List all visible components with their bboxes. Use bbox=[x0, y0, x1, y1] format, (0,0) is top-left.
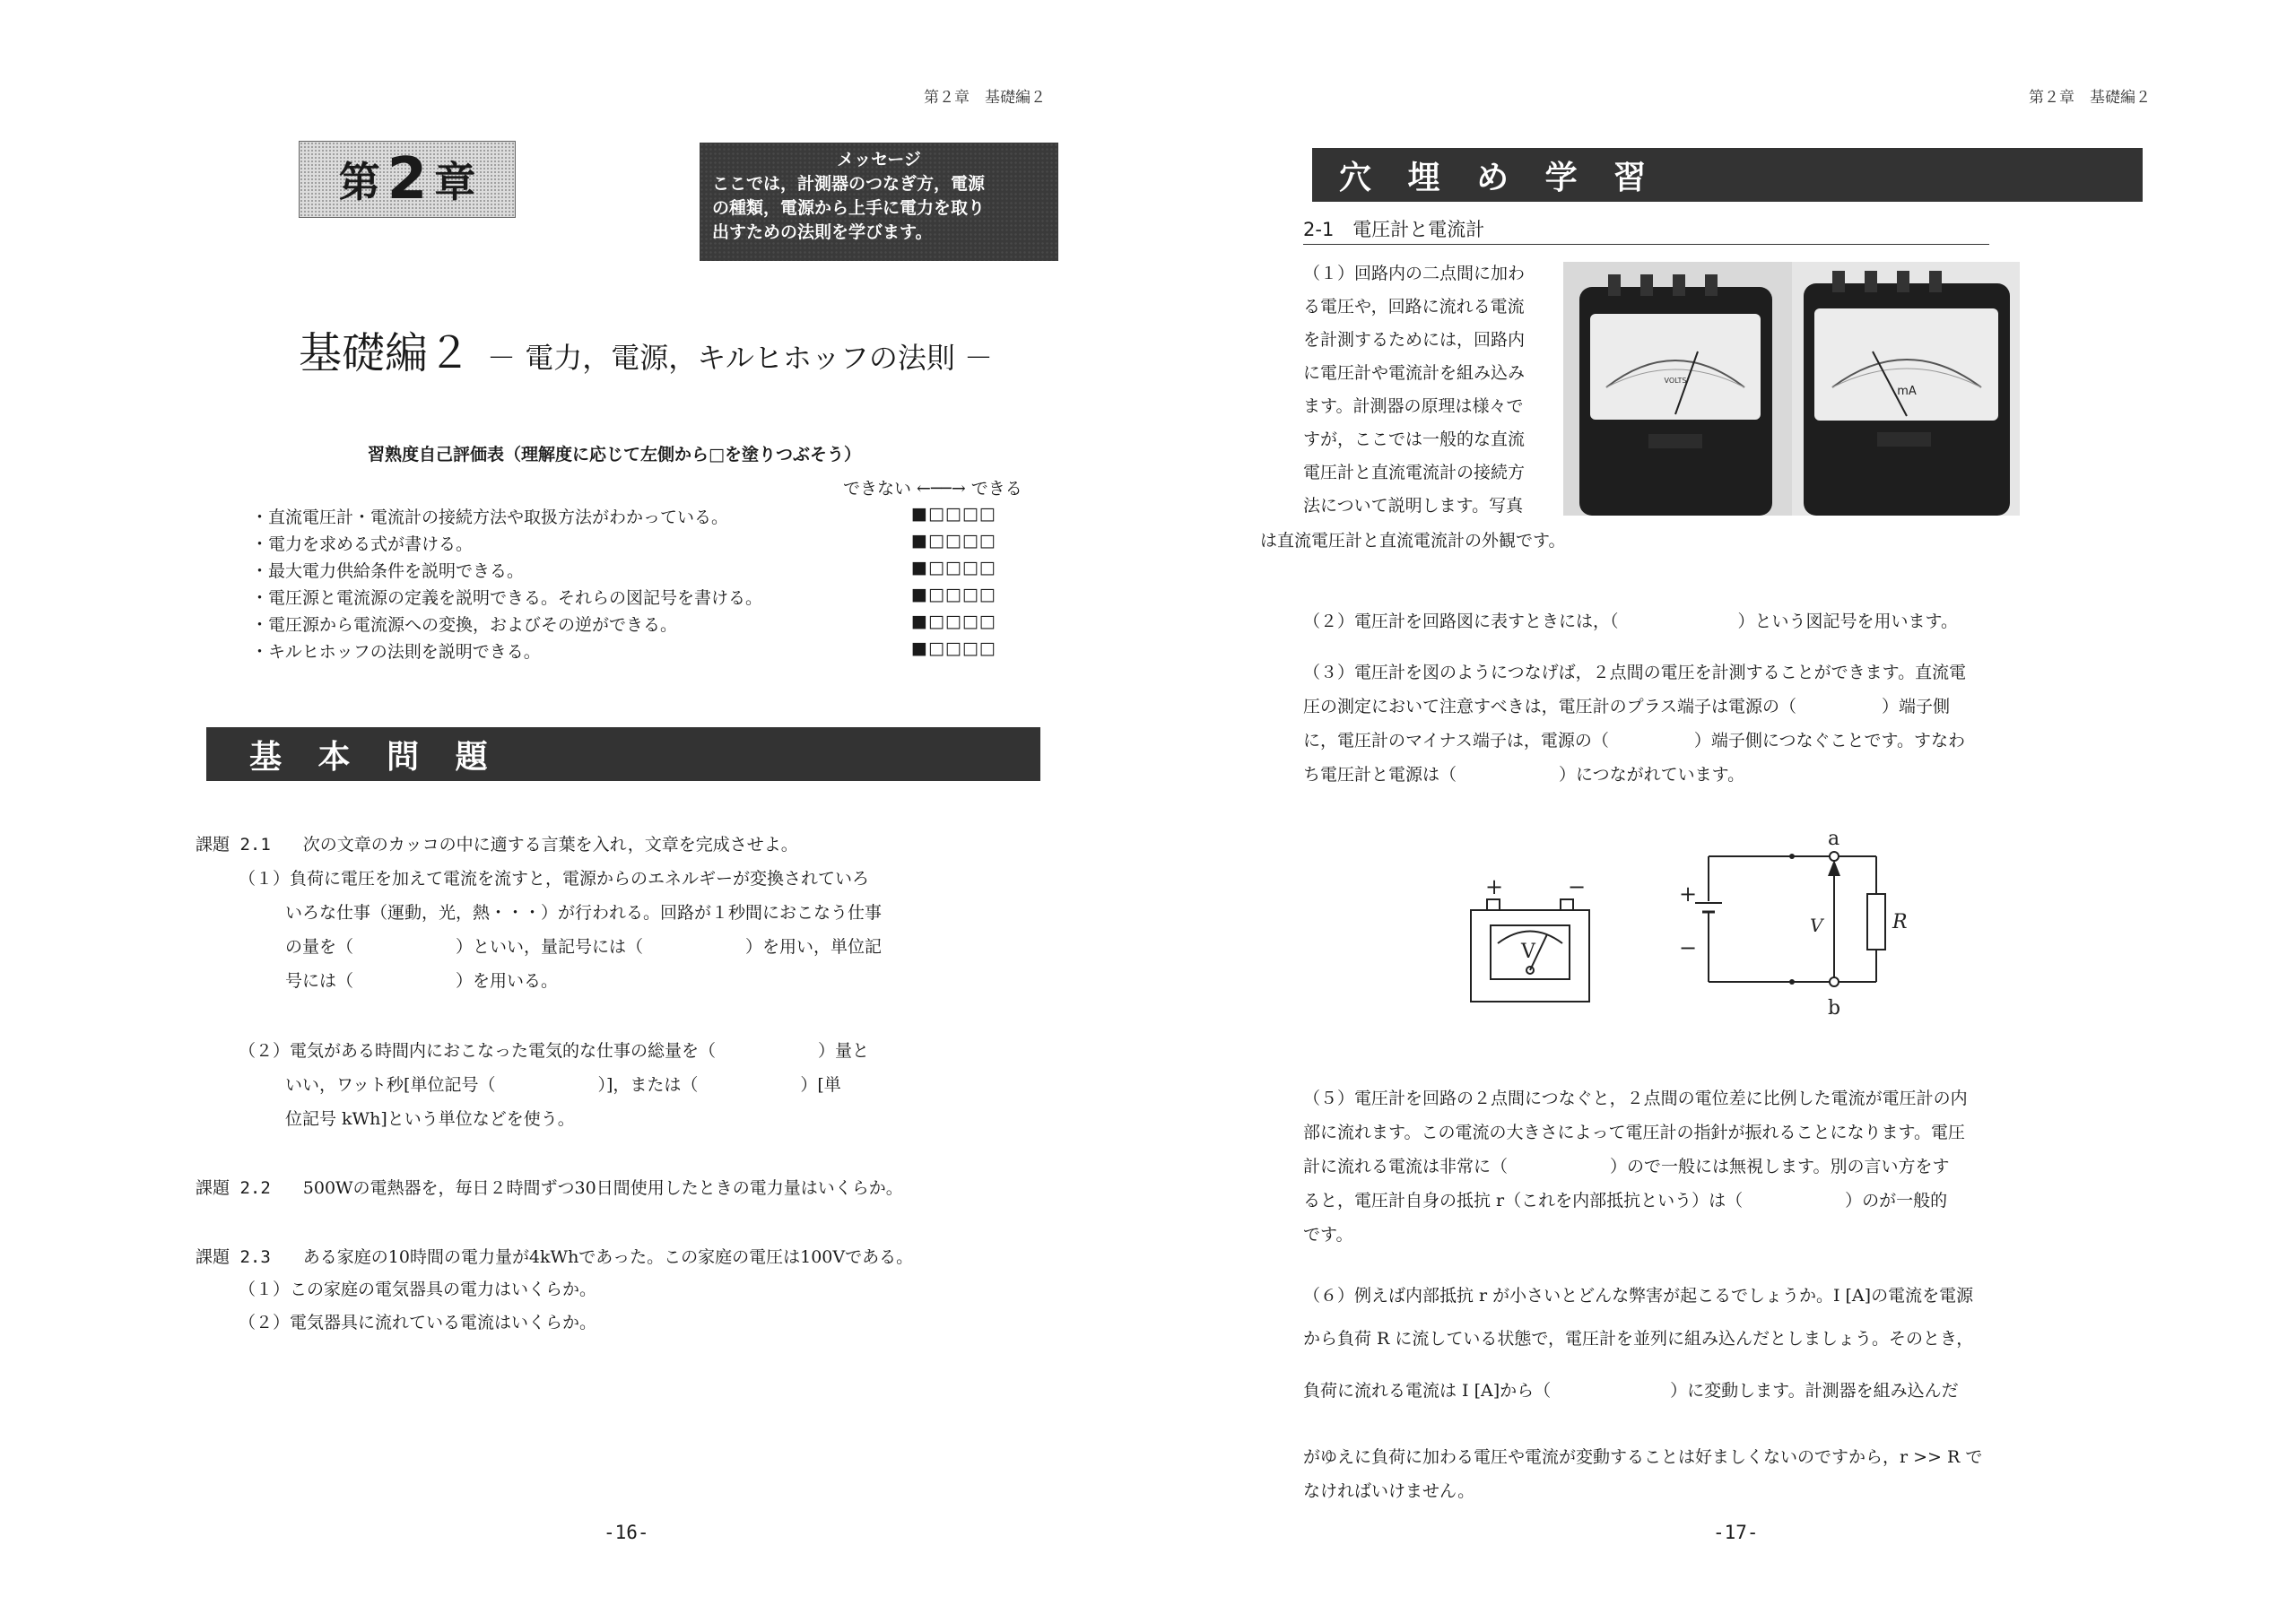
problem-2-3 bbox=[196, 1244, 913, 1268]
problem-line: 号には（ ）を用いる。 bbox=[285, 971, 559, 991]
problem-text: 次の文章のカッコの中に適する言葉を入れ，文章を完成させよ。 bbox=[302, 835, 798, 855]
evaluation-checkboxes[interactable]: ■□□□□ bbox=[911, 558, 996, 577]
paragraph-line: （２）電圧計を回路図に表すときには，（ ）という図記号を用います。 bbox=[1303, 612, 1958, 631]
problem-label: 課題 2.1 bbox=[196, 835, 271, 855]
message-line: の種類，電源から上手に電力を取り bbox=[712, 198, 986, 218]
voltmeter-circuit-diagram bbox=[1435, 829, 1937, 1031]
problem-line: （２）電気がある時間内におこなった電気的な仕事の総量を（ ）量と bbox=[239, 1041, 870, 1061]
message-box bbox=[700, 143, 1058, 261]
paragraph-line: （６）例えば内部抵抗 r が小さいとどんな弊害が起こるでしょうか。I [A]の電流を電源 bbox=[1303, 1286, 1974, 1306]
paragraph-line: に，電圧計のマイナス端子は，電源の（ ）端子側につなぐことです。すなわ bbox=[1303, 731, 1965, 751]
meter-ma-label: mA bbox=[1897, 385, 1917, 398]
voltmeter-minus-label: − bbox=[1568, 874, 1587, 899]
message-line: ここでは，計測器のつなぎ方，電源 bbox=[712, 174, 986, 194]
problem-label: 課題 2.3 bbox=[196, 1247, 271, 1267]
paragraph-line: 法について説明します。写真 bbox=[1303, 496, 1524, 516]
paragraph-line: 電圧計と直流電流計の接続方 bbox=[1303, 463, 1526, 482]
chapter-badge bbox=[299, 141, 516, 218]
running-header-right: 第２章 基礎編２ bbox=[2029, 89, 2151, 107]
resistor-symbol bbox=[1867, 894, 1885, 950]
chapter-pre: 第 bbox=[338, 158, 380, 206]
evaluation-item: ・最大電力供給条件を説明できる。 bbox=[251, 561, 525, 581]
meter-volts-label: VOLTS bbox=[1664, 377, 1687, 385]
evaluation-checkboxes[interactable]: ■□□□□ bbox=[911, 638, 996, 658]
node-b-label: b bbox=[1828, 997, 1841, 1020]
voltmeter-v-label: V bbox=[1521, 941, 1535, 963]
paragraph-line: ると，電圧計自身の抵抗 r（これを内部抵抗という）は（ ）のが一般的 bbox=[1303, 1191, 1948, 1211]
evaluation-checkboxes[interactable]: ■□□□□ bbox=[911, 504, 996, 524]
problem-line: の量を（ ）といい，量記号には（ ）を用い，単位記 bbox=[285, 937, 883, 957]
paragraph-line: すが，ここでは一般的な直流 bbox=[1303, 430, 1526, 449]
voltmeter-plus-label: + bbox=[1485, 874, 1504, 899]
problem-text: ある家庭の10時間の電力量が4kWhであった。この家庭の電圧は100Vである。 bbox=[302, 1247, 914, 1267]
paragraph-line: に電圧計や電流計を組み込み bbox=[1303, 363, 1526, 383]
evaluation-item: ・電圧源から電流源への変換，およびその逆ができる。 bbox=[251, 615, 678, 635]
paragraph-line: は直流電圧計と直流電流計の外観です。 bbox=[1260, 531, 1566, 551]
problem-line: いい，ワット秒[単位記号（ ）]，または（ ）[単 bbox=[285, 1075, 841, 1095]
problem-2-2 bbox=[196, 1175, 903, 1199]
problem-2-1 bbox=[196, 831, 798, 855]
voltage-v-label: V bbox=[1810, 915, 1823, 936]
problem-line: （１）負荷に電圧を加えて電流を流すと，電源からのエネルギーが変換されていろ bbox=[239, 869, 870, 889]
problem-line: （２）電気器具に流れている電流はいくらか。 bbox=[239, 1313, 597, 1332]
page-number-left: -16- bbox=[604, 1522, 649, 1543]
evaluation-checkboxes[interactable]: ■□□□□ bbox=[911, 612, 996, 631]
paragraph-line: です。 bbox=[1303, 1225, 1353, 1245]
section-header-basic-problems: 基 本 問 題 bbox=[206, 727, 1040, 781]
paragraph-line: （５）電圧計を回路の２点間につなぐと，２点間の電位差に比例した電流が電圧計の内 bbox=[1303, 1089, 1968, 1108]
problem-line: （１）この家庭の電気器具の電力はいくらか。 bbox=[239, 1280, 597, 1299]
problem-line: 位記号 kWh]という単位などを使う。 bbox=[285, 1109, 575, 1129]
evaluation-item: ・電力を求める式が書ける。 bbox=[251, 534, 474, 554]
paragraph-line: 負荷に流れる電流は I [A]から（ ）に変動します。計測器を組み込んだ bbox=[1303, 1381, 1959, 1401]
paragraph-line: （３）電圧計を図のようにつなげば，２点間の電圧を計測することができます。直流電 bbox=[1303, 663, 1967, 682]
meters-photo bbox=[1563, 262, 2020, 516]
paragraph-line: から負荷 R に流している状態で，電圧計を並列に組み込んだとしましょう。そのとき， bbox=[1303, 1329, 1974, 1349]
section-header-fill-in: 穴 埋 め 学 習 bbox=[1312, 148, 2143, 202]
evaluation-item: ・直流電圧計・電流計の接続方法や取扱方法がわかっている。 bbox=[251, 508, 729, 527]
paragraph-line: がゆえに負荷に加わる電圧や電流が変動することは好ましくないのですから，r >> R で bbox=[1303, 1447, 1983, 1467]
paragraph-line: 部に流れます。この電流の大きさによって電圧計の指針が振れることになります。電圧 bbox=[1303, 1123, 1965, 1142]
source-minus-label: − bbox=[1679, 935, 1698, 960]
problem-line: いろな仕事（運動，光，熱・・・）が行われる。回路が１秒間におこなう仕事 bbox=[285, 903, 883, 923]
evaluation-item: ・キルヒホッフの法則を説明できる。 bbox=[251, 642, 541, 662]
section-title-2-1: 2-1 電圧計と電流計 bbox=[1303, 215, 1989, 245]
title-main: 基礎編２ bbox=[299, 328, 472, 378]
paragraph-line: ち電圧計と電源は（ ）につながれています。 bbox=[1303, 765, 1745, 785]
paragraph-line: （１）回路内の二点間に加わ bbox=[1303, 264, 1526, 283]
paragraph-line: 圧の測定において注意すべきは，電圧計のプラス端子は電源の（ ）端子側 bbox=[1303, 697, 1951, 716]
page-number-right: -17- bbox=[1713, 1522, 1759, 1543]
evaluation-checkboxes[interactable]: ■□□□□ bbox=[911, 585, 996, 604]
paragraph-line: なければいけません。 bbox=[1303, 1481, 1475, 1501]
message-line: 出すための法則を学びます。 bbox=[712, 222, 933, 242]
evaluation-title: 習熟度自己評価表（理解度に応じて左側から□を塗りつぶそう） bbox=[368, 445, 861, 464]
problem-text: 500Wの電熱器を，毎日２時間ずつ30日間使用したときの電力量はいくらか。 bbox=[302, 1178, 903, 1198]
evaluation-checkboxes[interactable]: ■□□□□ bbox=[911, 531, 996, 551]
title-sub: － 電力，電源，キルヒホッフの法則 － bbox=[487, 341, 994, 375]
paragraph-line: を計測するためには，回路内 bbox=[1303, 330, 1526, 350]
page-title bbox=[299, 318, 993, 380]
resistor-r-label: R bbox=[1892, 911, 1908, 933]
chapter-number: 2 bbox=[387, 146, 428, 213]
source-plus-label: + bbox=[1679, 881, 1698, 907]
chapter-post: 章 bbox=[434, 158, 476, 206]
problem-label: 課題 2.2 bbox=[196, 1178, 271, 1198]
evaluation-scale: できない ←──→ できる bbox=[843, 479, 1022, 499]
paragraph-line: 計に流れる電流は非常に（ ）ので一般には無視します。別の言い方をす bbox=[1303, 1157, 1950, 1176]
node-a-label: a bbox=[1828, 829, 1840, 850]
message-title: メッセージ bbox=[837, 150, 921, 169]
evaluation-item: ・電圧源と電流源の定義を説明できる。それらの図記号を書ける。 bbox=[251, 588, 763, 608]
paragraph-line: る電圧や，回路に流れる電流 bbox=[1303, 297, 1525, 317]
paragraph-line: ます。計測器の原理は様々で bbox=[1303, 396, 1524, 416]
running-header-left: 第２章 基礎編２ bbox=[924, 89, 1046, 107]
